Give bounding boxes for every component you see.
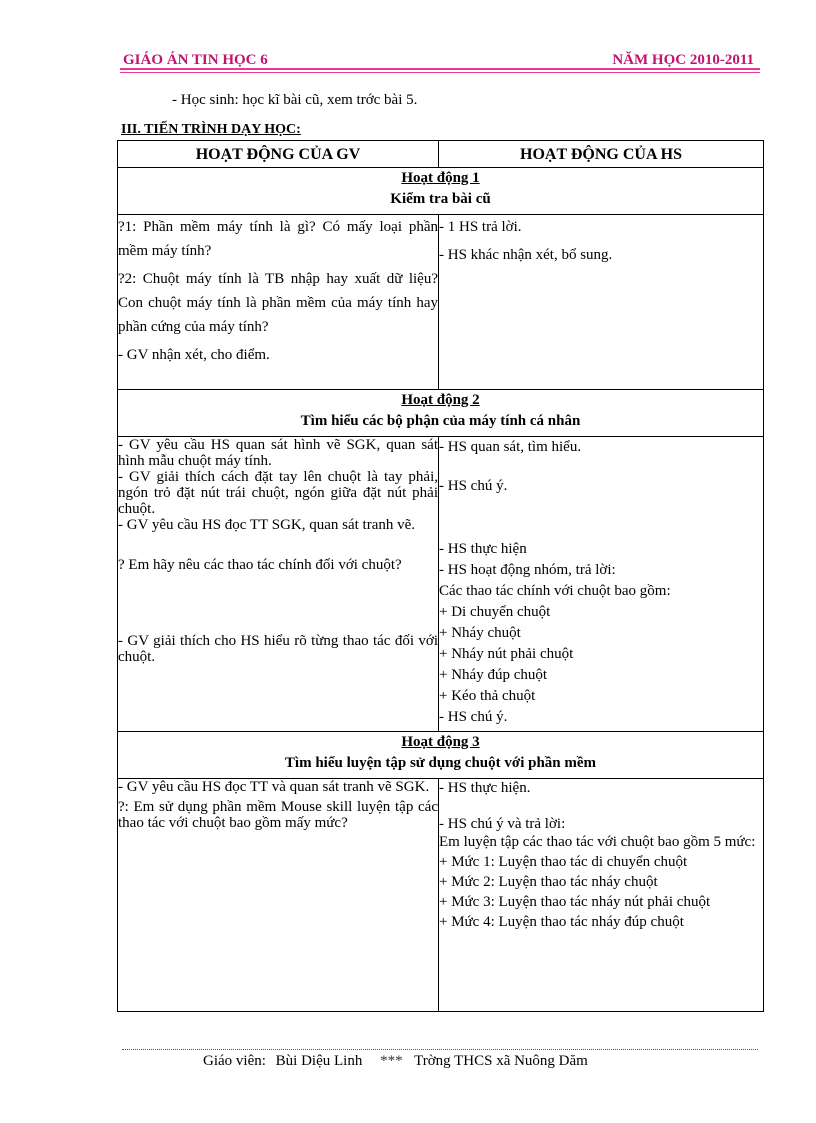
gv-cell [118, 779, 439, 1012]
hs-line: - HS chú ý và trả lời: [439, 816, 566, 832]
activity-heading [118, 390, 764, 437]
activity-number: Hoạt động 3 [401, 734, 480, 750]
section-title: III. TIẾN TRÌNH DẠY HỌC: [121, 122, 301, 137]
hs-cell [439, 437, 764, 732]
hs-line: + Mức 4: Luyện thao tác nháy đúp chuột [439, 914, 684, 930]
gv-line: - GV yêu cầu HS đọc TT SGK, quan sát tranh vẽ. [118, 517, 416, 533]
hs-line: - HS khác nhận xét, bổ sung. [439, 247, 613, 263]
hs-line: - HS chú ý. [439, 478, 508, 494]
gv-line: - GV yêu cầu HS đọc TT và quan sát tranh vẽ SGK. [118, 779, 430, 795]
activity-heading [118, 168, 764, 215]
gv-line: ? Em hãy nêu các thao tác chính đối với chuột? [118, 557, 402, 573]
activity-title: Tìm hiểu luyện tập sử dụng chuột với phần mềm [284, 755, 597, 771]
gv-line: - GV yêu cầu HS quan sát hình vẽ SGK, quan sát hình mẫu chuột máy tính. [118, 437, 438, 469]
header-subject: GIÁO ÁN TIN HỌC 6 [123, 52, 268, 68]
footer-school: Trờng THCS xã Nuông Dăm [414, 1053, 588, 1069]
hs-line: - HS hoạt động nhóm, trả lời: [439, 562, 616, 578]
activity-title-row [118, 390, 764, 437]
header-rule [120, 68, 760, 70]
hs-line: - HS thực hiện. [439, 780, 531, 796]
hs-line: - 1 HS trả lời. [439, 219, 522, 235]
activity-content-row [118, 215, 764, 390]
gv-line: - GV giải thích cho HS hiểu rõ từng thao tác đối với chuột. [118, 633, 438, 665]
footer-separator: *** [380, 1053, 403, 1069]
hs-cell [439, 215, 764, 390]
hs-line: - HS thực hiện [439, 541, 527, 557]
gv-line: - GV nhận xét, cho điểm. [118, 347, 270, 363]
gv-line: ?: Em sử dụng phần mềm Mouse skill luyện tập các thao tác với chuột bao gồm mấy mức? [118, 799, 438, 831]
footer-rule [122, 1049, 758, 1050]
lesson-table [117, 140, 764, 1012]
column-header-hs: HOẠT ĐỘNG CỦA HS [439, 141, 764, 168]
activity-number: Hoạt động 1 [401, 170, 480, 186]
header-rule-thin [120, 72, 760, 73]
hs-line: Em luyện tập các thao tác với chuột bao gồm 5 mức: [439, 834, 756, 850]
hs-line: - HS chú ý. [439, 709, 508, 725]
hs-line: + Mức 2: Luyện thao tác nháy chuột [439, 874, 658, 890]
gv-line: ?2: Chuột máy tính là TB nhập hay xuất dữ liệu? Con chuột máy tính là phần mềm của máy tính hay phần cứng của máy tính? [118, 271, 438, 335]
gv-cell [118, 437, 439, 732]
activity-heading [118, 732, 764, 779]
footer-teacher-name: Bùi Diệu Linh [275, 1053, 363, 1069]
page-footer [203, 1053, 588, 1070]
gv-line: ?1: Phần mềm máy tính là gì? Có mấy loại phần mềm máy tính? [118, 219, 438, 259]
hs-line: + Kéo thả chuột [439, 688, 536, 704]
hs-line: + Nháy nút phải chuột [439, 646, 574, 662]
activity-title-row [118, 732, 764, 779]
activity-title: Tìm hiểu các bộ phận của máy tính cá nhân [300, 413, 581, 429]
hs-line: + Di chuyển chuột [439, 604, 551, 620]
header-school-year: NĂM HỌC 2010-2011 [612, 52, 754, 68]
gv-cell [118, 215, 439, 390]
hs-line: - HS quan sát, tìm hiểu. [439, 439, 582, 455]
hs-line: + Nháy chuột [439, 625, 521, 641]
activity-content-row [118, 779, 764, 1012]
activity-title: Kiểm tra bài cũ [390, 191, 491, 207]
gv-line: - GV giải thích cách đặt tay lên chuột là tay phải, ngón trỏ đặt nút trái chuột, ngón giữa đặt nút phải chuột. [118, 469, 438, 517]
hs-cell [439, 779, 764, 1012]
footer-teacher-label: Giáo viên: [203, 1053, 266, 1069]
activity-title-row [118, 168, 764, 215]
table-header-row [118, 141, 764, 168]
column-header-gv: HOẠT ĐỘNG CỦA GV [118, 141, 439, 168]
hs-line: + Nháy đúp chuột [439, 667, 548, 683]
hs-line: Các thao tác chính với chuột bao gồm: [439, 583, 671, 599]
preparation-line: - Học sinh: học kĩ bài cũ, xem trớc bài 5. [172, 92, 418, 108]
activity-content-row [118, 437, 764, 732]
hs-line: + Mức 1: Luyện thao tác di chuyển chuột [439, 854, 688, 870]
page-header [120, 52, 760, 74]
activity-number: Hoạt động 2 [401, 392, 480, 408]
hs-line: + Mức 3: Luyện thao tác nháy nút phải chuột [439, 894, 711, 910]
